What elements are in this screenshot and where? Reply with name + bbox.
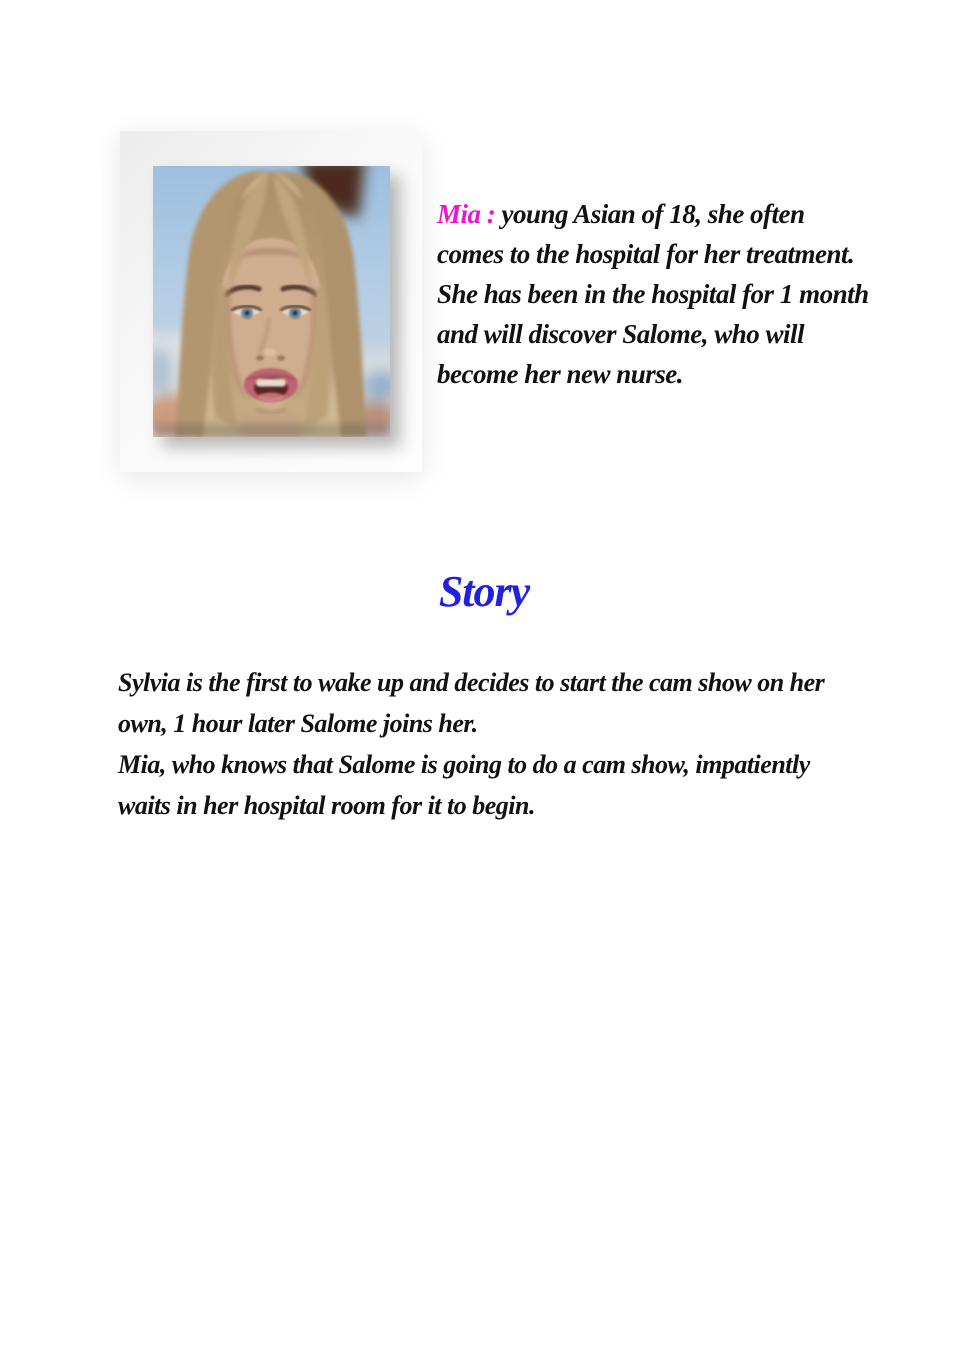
story-paragraph-2: Mia, who knows that Salome is going to do a cam show, impatiently waits in her hospital room for it to begin. xyxy=(118,750,810,820)
character-description xyxy=(437,194,869,394)
mia-portrait-image xyxy=(153,166,390,437)
character-name: Mia : xyxy=(437,199,502,229)
portrait-illustration xyxy=(153,166,390,437)
story-paragraph-1: Sylvia is the first to wake up and decides to start the cam show on her own, 1 hour later Salome joins her. xyxy=(118,668,825,738)
character-description-text: young Asian of 18, she often comes to the hospital for her treatment. She has been in the hospital for 1 month and will discover Salome, who will become her new nurse. xyxy=(437,199,869,389)
story-body xyxy=(118,662,834,826)
portrait-frame xyxy=(120,131,422,472)
story-heading: Story xyxy=(438,567,530,616)
